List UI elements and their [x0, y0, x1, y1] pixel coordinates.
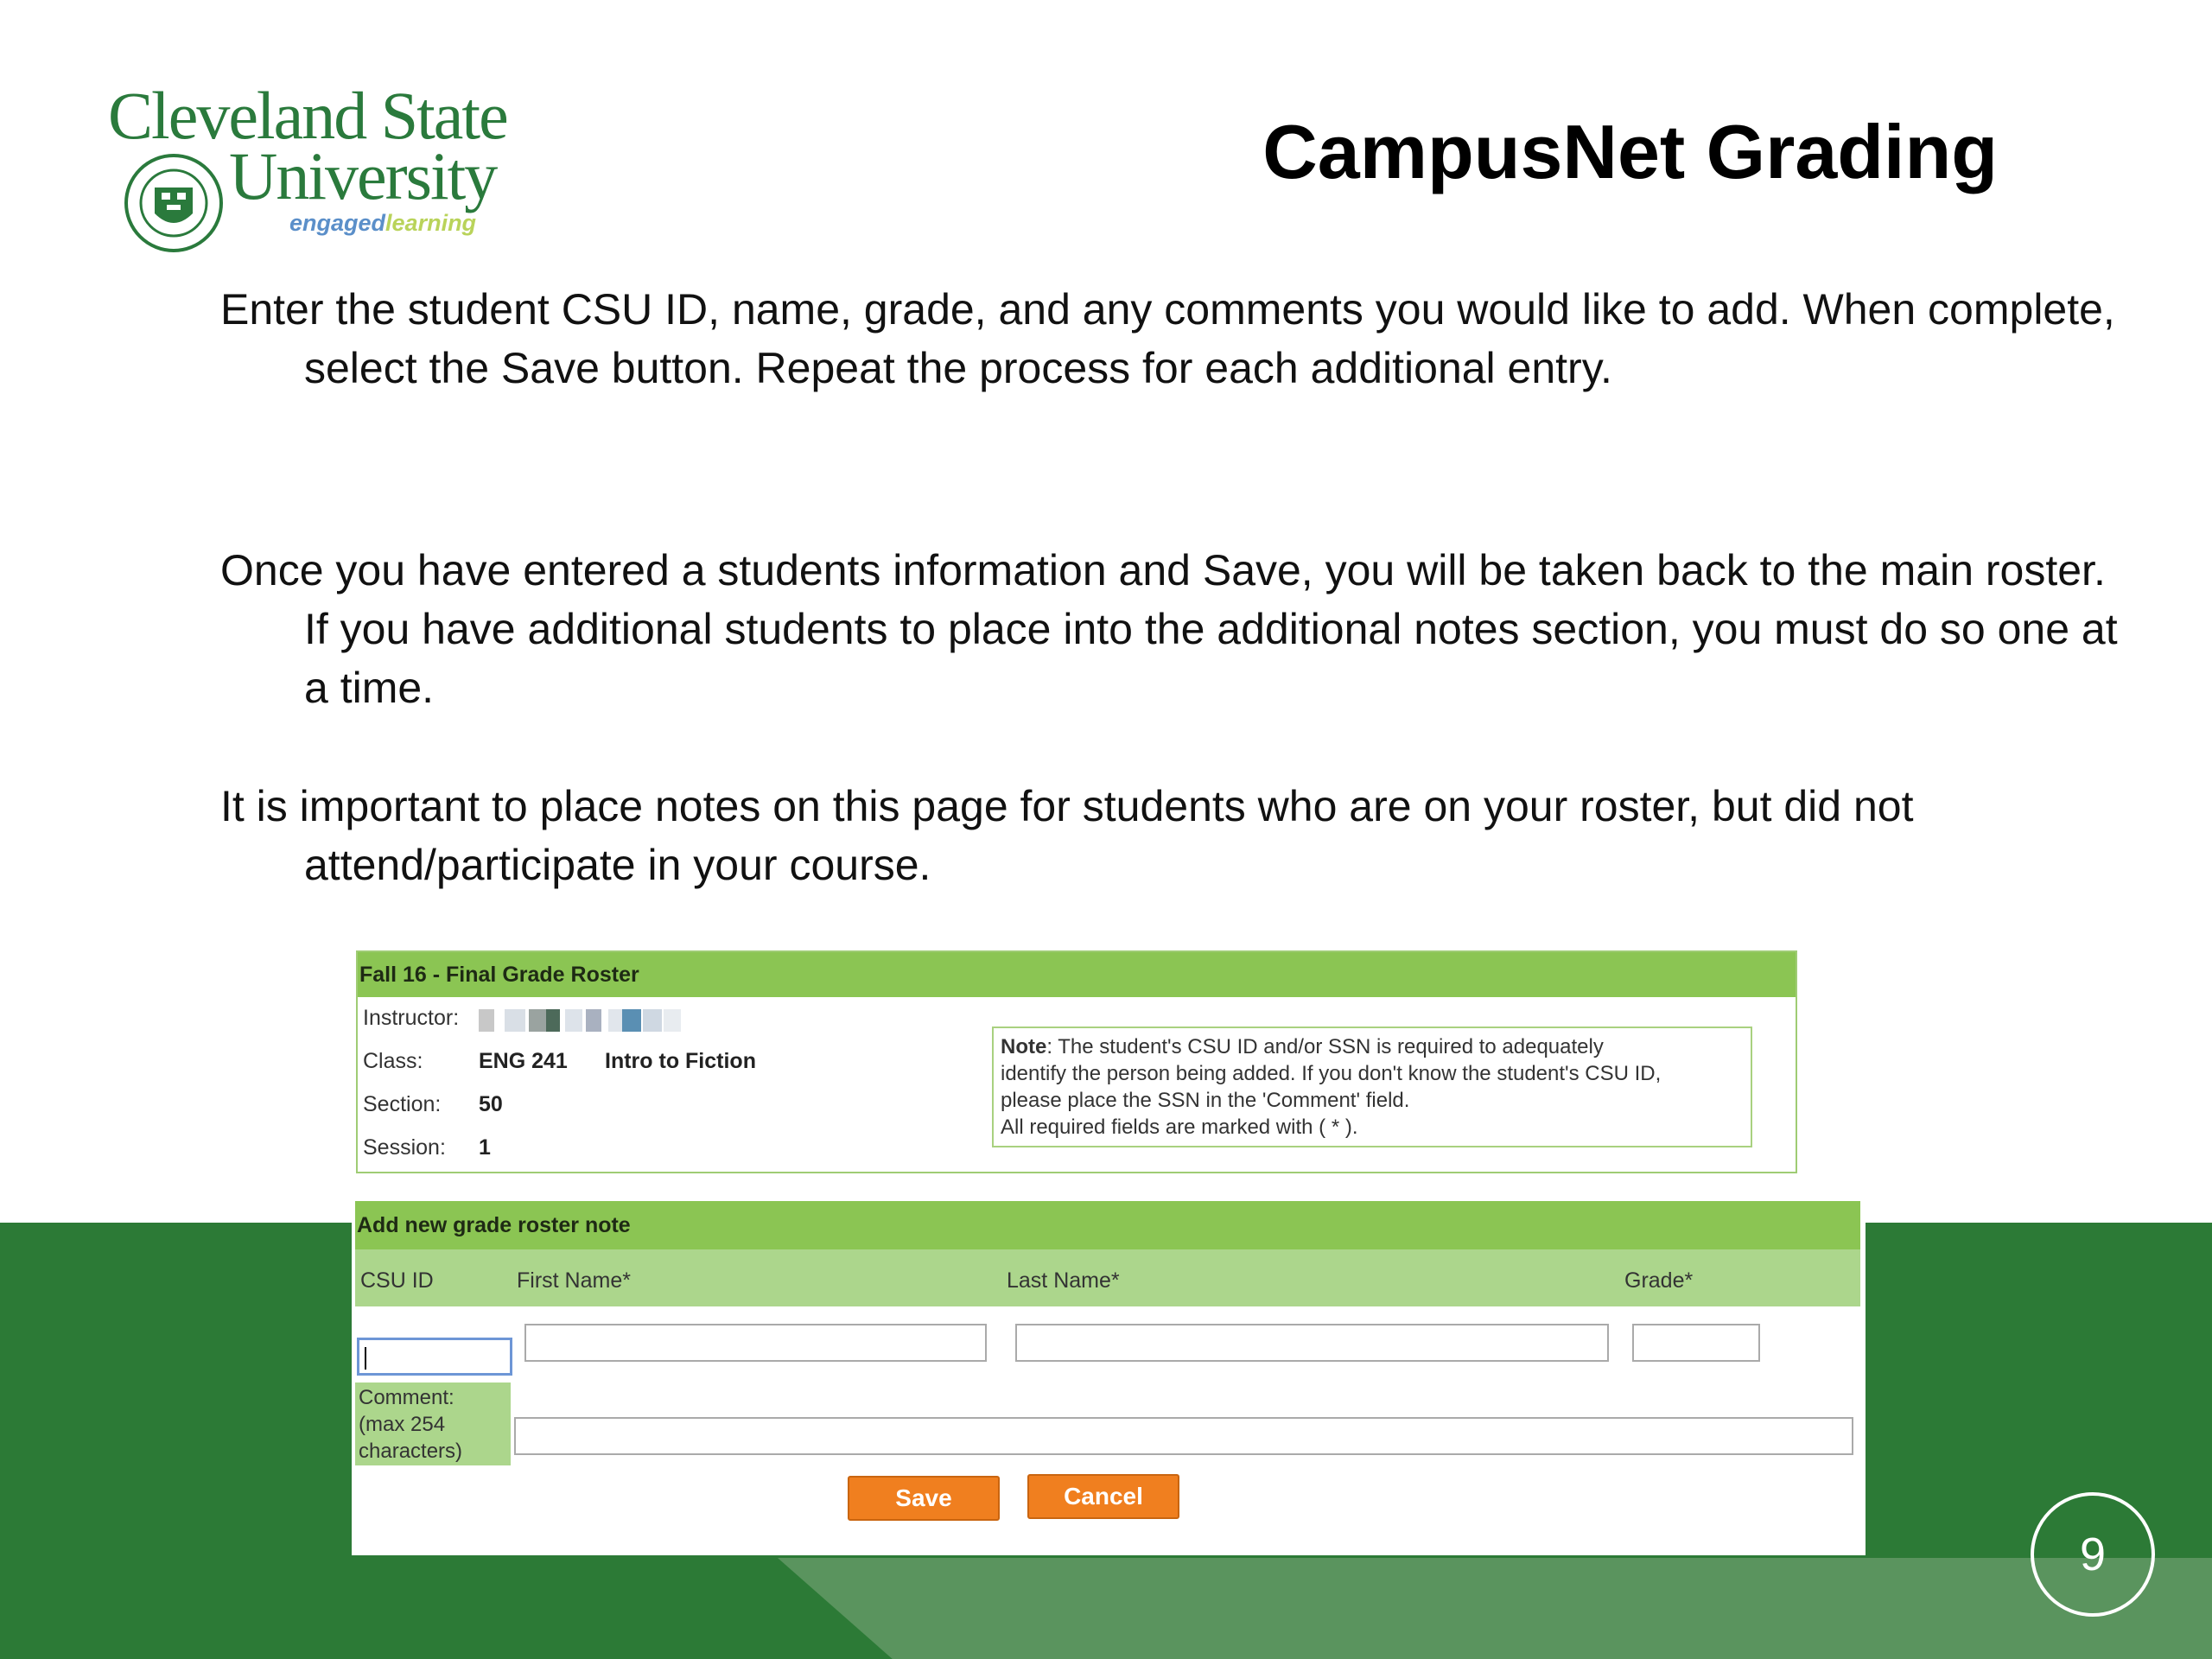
- logo-tagline: engagedlearning: [289, 210, 477, 236]
- class-title: Intro to Fiction: [605, 1049, 756, 1073]
- grade-roster-panel: [356, 950, 1797, 1173]
- class-label: Class:: [363, 1049, 423, 1073]
- note-bold-label: Note: [1001, 1035, 1047, 1058]
- add-note-header: Add new grade roster note: [355, 1201, 1860, 1249]
- last-name-input[interactable]: [1015, 1324, 1609, 1362]
- university-seal-icon: [124, 153, 224, 253]
- cancel-button[interactable]: Cancel: [1027, 1474, 1179, 1519]
- section-label: Section:: [363, 1092, 442, 1116]
- session-value: 1: [479, 1135, 491, 1160]
- logo-line1: Cleveland State: [108, 78, 507, 153]
- note-line: : The student's CSU ID and/or SSN is required to adequately: [1046, 1035, 1604, 1058]
- instruction-paragraph: Once you have entered a students information and Save, you will be taken back to the main roster. If you have additional students to place into the additional notes section, you must do so one at a time.: [220, 546, 2118, 712]
- instructor-label: Instructor:: [363, 1006, 460, 1030]
- instruction-paragraph: It is important to place notes on this page for students who are on your roster, but did not attend/participate in your course.: [220, 782, 1914, 889]
- grade-input[interactable]: [1632, 1324, 1760, 1362]
- class-code: ENG 241: [479, 1049, 568, 1073]
- instruction-paragraph: Enter the student CSU ID, name, grade, and any comments you would like to add. When complete, select the Save button. Repeat the process for each additional entry.: [220, 285, 2115, 392]
- page-number: 9: [2031, 1492, 2155, 1617]
- roster-header: Fall 16 - Final Grade Roster: [358, 952, 1796, 997]
- grade-column-label: Grade*: [1624, 1268, 1694, 1293]
- text-cursor: [365, 1347, 366, 1370]
- slide-title: CampusNet Grading: [1262, 109, 1998, 194]
- session-label: Session:: [363, 1135, 446, 1160]
- background-band-accent: [778, 1558, 2212, 1659]
- csu-id-input[interactable]: [357, 1338, 512, 1376]
- column-header-row: [355, 1249, 1860, 1306]
- required-fields-note: [992, 1027, 1752, 1147]
- first-name-column-label: First Name*: [517, 1268, 631, 1293]
- section-value: 50: [479, 1092, 503, 1116]
- first-name-input[interactable]: [524, 1324, 987, 1362]
- university-logo: [108, 78, 575, 255]
- save-button[interactable]: Save: [848, 1476, 1000, 1521]
- comment-input[interactable]: [514, 1417, 1853, 1455]
- note-line: identify the person being added. If you don't know the student's CSU ID,: [1001, 1062, 1662, 1085]
- note-line: please place the SSN in the 'Comment' field.: [1001, 1089, 1410, 1112]
- note-line: All required fields are marked with ( * ).: [1001, 1116, 1358, 1139]
- logo-line2: University: [229, 138, 497, 213]
- last-name-column-label: Last Name*: [1007, 1268, 1120, 1293]
- instructor-name-redacted: [479, 1009, 686, 1032]
- add-note-form: [352, 1201, 1866, 1555]
- csu-id-column-label: CSU ID: [360, 1268, 434, 1293]
- comment-label: Comment: (max 254 characters): [355, 1382, 511, 1465]
